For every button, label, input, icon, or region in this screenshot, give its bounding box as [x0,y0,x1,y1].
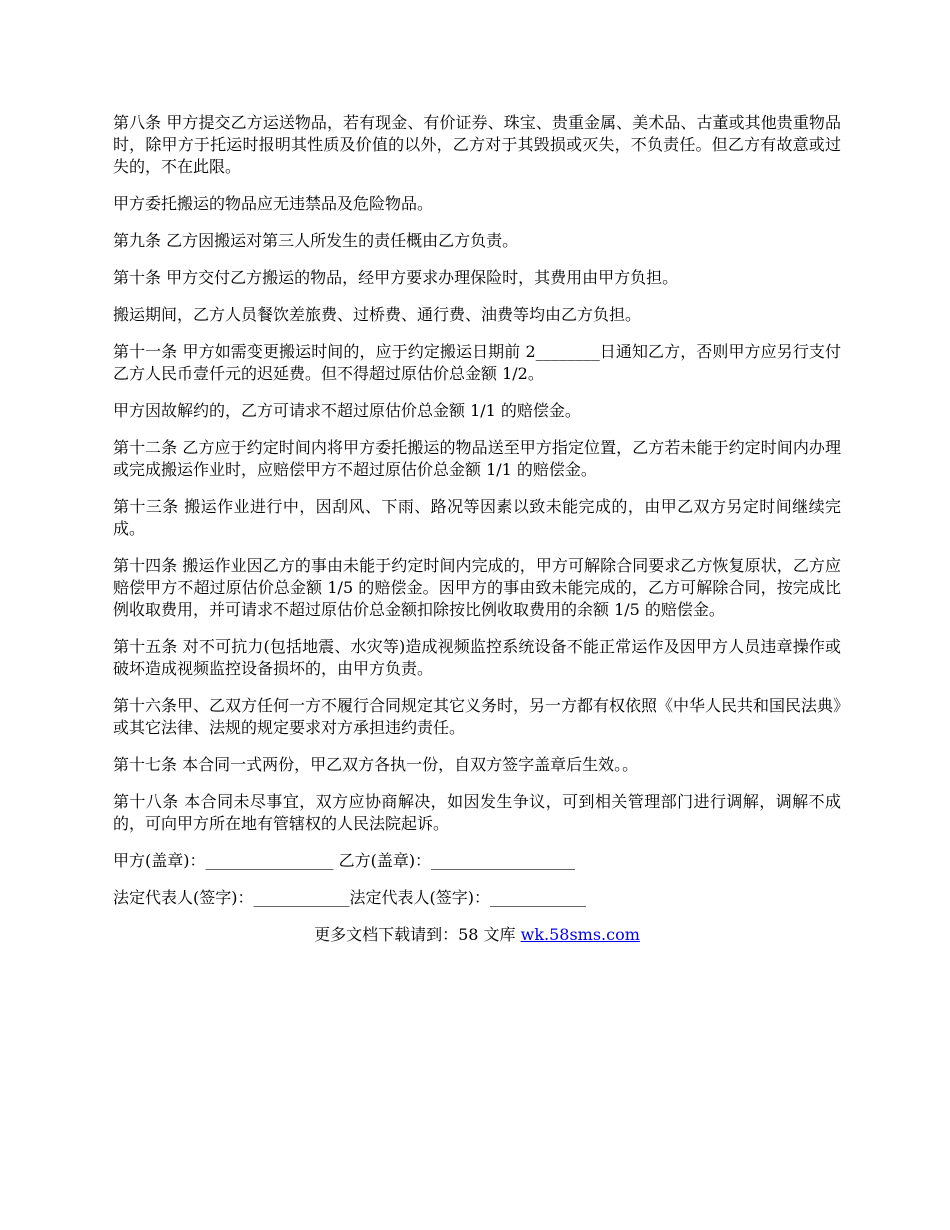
contract-page [113,112,841,946]
representative-signature-line: 法定代表人(签字)：____________法定代表人(签字)：____________ [113,888,586,907]
clause-13: 第十三条 搬运作业进行中，因刮风、下雨、路况等因素以致未能完成的，由甲乙双方另定时间继续完成。 [113,497,841,538]
clause-9: 第九条 乙方因搬运对第三人所发生的责任概由乙方负责。 [113,231,519,250]
clause-15: 第十五条 对不可抗力(包括地震、水灾等)造成视频监控系统设备不能正常运作及因甲方人员违章操作或破坏造成视频监控设备损坏的，由甲方负责。 [113,637,841,678]
clause-14: 第十四条 搬运作业因乙方的事由未能于约定时间内完成的，甲方可解除合同要求乙方恢复原状，乙方应赔偿甲方不超过原估价总金额 1/5 的赔偿金。因甲方的事由致未能完成的，乙方可解除合同，按完成比例收取费用，并可请求不超过原估价总金额扣除按比例收取费用的余额 1/5 的赔偿金。 [113,556,841,619]
clause-11: 第十一条 甲方如需变更搬运时间的，应于约定搬运日期前 2________日通知乙方，否则甲方应另行支付乙方人民币壹仟元的迟延费。但不得超过原估价总金额 1/2。 [113,342,841,383]
footer-text: 更多文档下载请到：58 文库 [314,925,521,944]
clause-17: 第十七条 本合同一式两份，甲乙双方各执一份，自双方签字盖章后生效。。 [113,755,639,774]
clause-10-note: 搬运期间，乙方人员餐饮差旅费、过桥费、通行费、油费等均由乙方负担。 [113,305,642,324]
clause-10: 第十条 甲方交付乙方搬运的物品，经甲方要求办理保险时，其费用由甲方负担。 [113,268,679,287]
footer-link[interactable]: wk.58sms.com [520,925,640,944]
footer [113,924,841,946]
clause-8-note: 甲方委托搬运的物品应无违禁品及危险物品。 [113,194,434,213]
clause-16: 第十六条甲、乙双方任何一方不履行合同规定其它义务时，另一方都有权依照《中华人民共和国民法典》或其它法律、法规的规定要求对方承担违约责任。 [113,696,842,737]
seal-line: 甲方(盖章)：________________ 乙方(盖章)：__________________ [113,851,576,870]
clause-12: 第十二条 乙方应于约定时间内将甲方委托搬运的物品送至甲方指定位置，乙方若未能于约定时间内办理或完成搬运作业时，应赔偿甲方不超过原估价总金额 1/1 的赔偿金。 [113,438,841,479]
clause-11-note: 甲方因故解约的，乙方可请求不超过原估价总金额 1/1 的赔偿金。 [113,401,581,420]
clause-8: 第八条 甲方提交乙方运送物品，若有现金、有价证券、珠宝、贵重金属、美术品、古董或其他贵重物品时，除甲方于托运时报明其性质及价值的以外，乙方对于其毁损或灭失，不负责任。但乙方有故意或过失的，不在此限。 [113,113,841,176]
clause-18: 第十八条 本合同未尽事宜，双方应协商解决，如因发生争议，可到相关管理部门进行调解，调解不成的，可向甲方所在地有管辖权的人民法院起诉。 [113,792,841,833]
